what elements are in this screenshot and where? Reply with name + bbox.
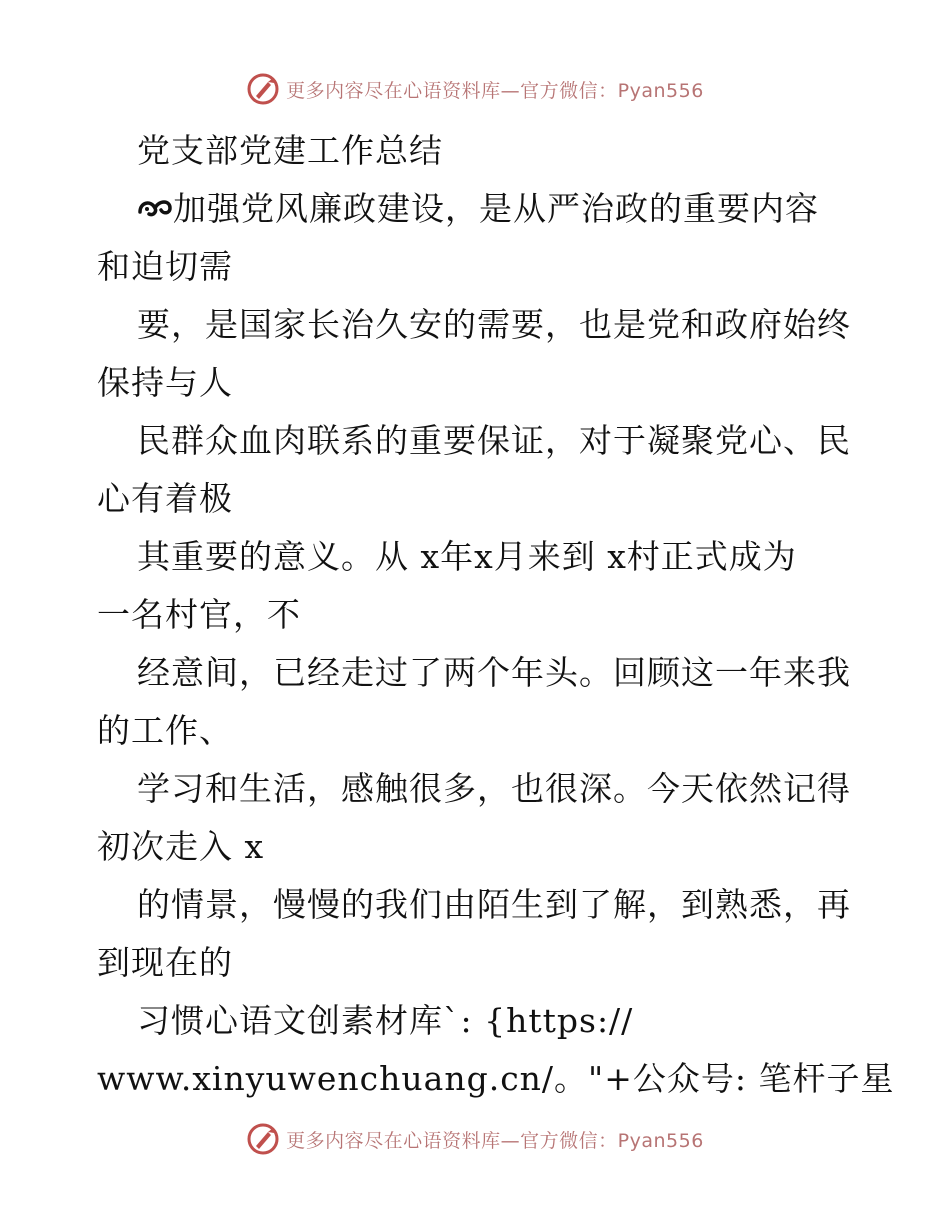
paragraph-line: 心有着极 — [97, 479, 233, 518]
header-banner-text — [286, 76, 704, 103]
paragraph-line: www.xinyuwenchuang.cn/。"+公众号: 笔杆子星 — [97, 1059, 895, 1098]
pen-nib-logo-icon — [246, 1122, 280, 1156]
paragraph-line: 的工作、 — [97, 711, 233, 750]
paragraph-line: 要，是国家长治久安的需要，也是党和政府始终 — [137, 305, 851, 344]
header-banner — [0, 72, 950, 106]
paragraph-line: 其重要的意义。从 x年x月来到 x村正式成为 — [137, 537, 797, 576]
paragraph-line: 保持与人 — [97, 363, 233, 402]
leaf-bullet-icon — [137, 194, 173, 224]
paragraph-line: 一名村官，不 — [97, 595, 301, 634]
paragraph-line: 经意间，已经走过了两个年头。回顾这一年来我 — [137, 653, 851, 692]
paragraph-line: 初次走入 x — [97, 827, 265, 866]
paragraph-line: 和迫切需 — [97, 247, 233, 286]
footer-banner — [0, 1122, 950, 1156]
header-banner-main: 更多内容尽在心语资料库 — [286, 79, 501, 102]
paragraph-line: 的情景，慢慢的我们由陌生到了解，到熟悉，再 — [137, 885, 851, 924]
footer-banner-wechat: 官方微信：Pyan556 — [520, 1129, 704, 1152]
header-banner-wechat: 官方微信：Pyan556 — [520, 79, 704, 102]
document-body — [97, 122, 895, 1108]
pen-nib-logo-icon — [246, 72, 280, 106]
paragraph-line: 民群众血肉联系的重要保证，对于凝聚党心、民 — [137, 421, 851, 460]
paragraph-line: 学习和生活，感触很多，也很深。今天依然记得 — [137, 769, 851, 808]
footer-banner-text — [286, 1126, 704, 1153]
document-title: 党支部党建工作总结 — [137, 131, 443, 170]
footer-banner-main: 更多内容尽在心语资料库 — [286, 1129, 501, 1152]
paragraph-line: 到现在的 — [97, 943, 233, 982]
header-banner-dash: — — [500, 79, 521, 102]
paragraph-text: 加强党风廉政建设，是从严治政的重要内容 — [173, 189, 819, 228]
footer-banner-dash: — — [500, 1129, 521, 1152]
paragraph-line: 习惯心语文创素材库`: {https:// — [137, 1001, 634, 1040]
paragraph-line — [97, 180, 857, 238]
